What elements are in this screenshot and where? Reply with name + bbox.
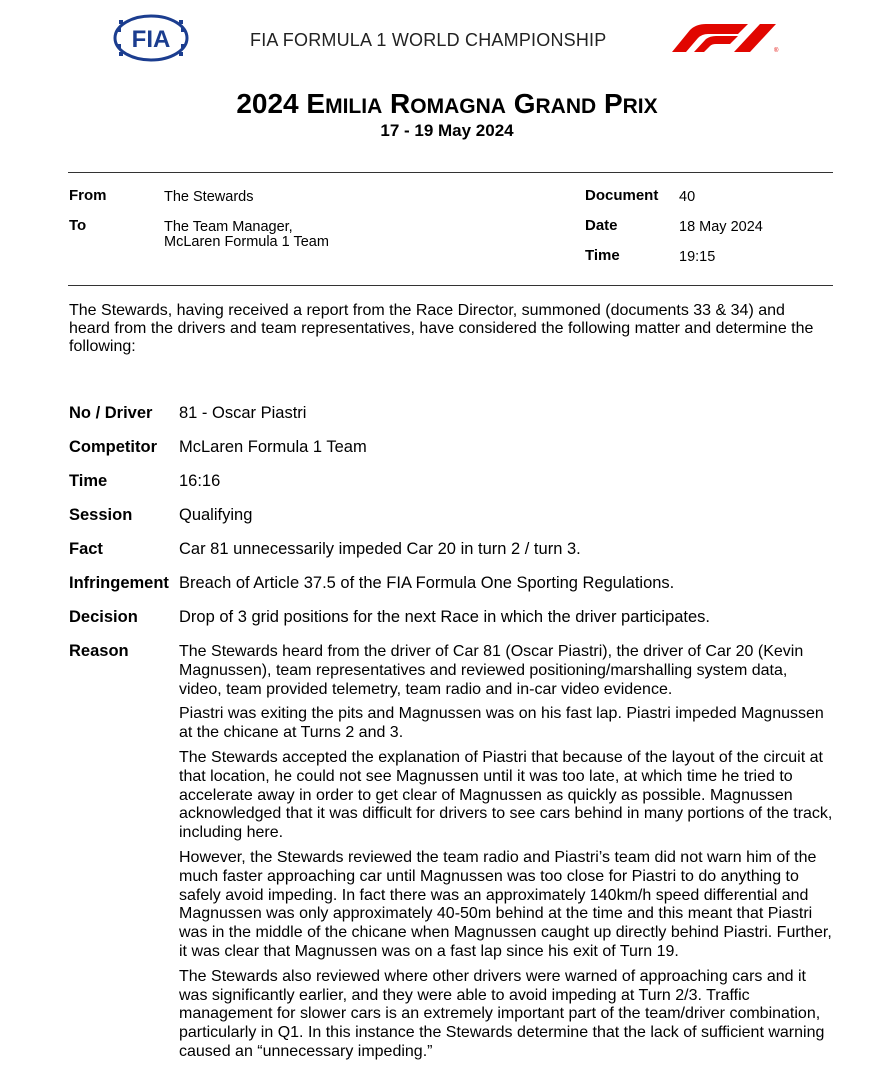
event-word-2: ROMAGNA: [390, 88, 506, 119]
f1-logo-icon: [668, 22, 780, 54]
event-word-1: EMILIA: [306, 88, 383, 119]
reason-paragraph: The Stewards accepted the explanation of Piastri that because of the layout of the circuit at that location, he could not see Magnussen until it was too late, at which time he tried to accelerate away in order to get clear of Magnussen as quickly as possible. Magnussen acknowledged that it was difficult for drivers to see cars behind in many portions of the track, including here.: [179, 748, 833, 842]
field-label: Session: [69, 506, 133, 524]
reason-paragraph: The Stewards also reviewed where other drivers were warned of approaching cars and it was significantly earlier, and they were able to avoid impeding at Turn 2/3. Traffic management for slower cars is an extremely important part of the team/driver combination, particularly in Q1. In this instance the Stewards determine that the lack of sufficient warning caused an “unnecessary impeding.”: [179, 967, 825, 1060]
intro-paragraph: The Stewards, having received a report from the Race Director, summoned (documents 33 & 34) and heard from the drivers and team representatives, have considered the following matter and determine the following:: [69, 302, 814, 355]
from-label: From: [69, 187, 107, 204]
field-label: Reason: [69, 642, 129, 660]
field-label: Time: [69, 472, 108, 490]
fia-logo-icon: [113, 14, 189, 62]
time-label: Time: [585, 247, 620, 264]
field-value: Car 81 unnecessarily impeded Car 20 in turn 2 / turn 3.: [179, 540, 581, 558]
document-label: Document: [585, 187, 659, 204]
event-year: 2024: [236, 88, 299, 119]
event-word-4: PRIX: [603, 88, 658, 119]
date-label: Date: [585, 217, 618, 234]
reason-paragraph: However, the Stewards reviewed the team radio and Piastri’s team did not warn him of the much faster approaching car until Magnussen was too close for Piastri to do anything to safely avoid impeding. In fact there was an approximately 140km/h speed differential and Magnussen was only approximately 40-50m behind at the time and this meant that Piastri was in the middle of the chicane when Magnussen caught up directly behind Piastri. Further, it was clear that Magnussen was on a fast lap since his exit of Turn 19.: [179, 848, 832, 960]
field-value: Drop of 3 grid positions for the next Race in which the driver participates.: [179, 608, 711, 626]
reason-paragraph: Piastri was exiting the pits and Magnussen was on his fast lap. Piastri impeded Magnussen at the chicane at Turns 2 and 3.: [179, 705, 824, 742]
field-label: No / Driver: [69, 404, 153, 422]
time-value: 19:15: [679, 249, 716, 265]
field-value: Breach of Article 37.5 of the FIA Formula One Sporting Regulations.: [179, 574, 675, 592]
document-value: 40: [679, 189, 696, 205]
reason-paragraph: The Stewards heard from the driver of Car 81 (Oscar Piastri), the driver of Car 20 (Kevin Magnussen), team representatives and reviewed positioning/marshalling system data, video, team provided telemetry, team radio and in-car video evidence.: [179, 643, 804, 698]
fia-logo-text: FIA: [131, 26, 171, 53]
field-label: Fact: [69, 540, 103, 558]
championship-title: FIA FORMULA 1 WORLD CHAMPIONSHIP: [250, 30, 607, 50]
field-label: Infringement: [69, 574, 169, 592]
field-value: 81 - Oscar Piastri: [179, 404, 307, 422]
field-value: 16:16: [179, 472, 221, 490]
date-value: 18 May 2024: [679, 219, 763, 235]
svg-text:®: ®: [774, 48, 779, 54]
field-value: Qualifying: [179, 506, 253, 524]
to-label: To: [69, 217, 87, 234]
field-label: Decision: [69, 608, 138, 626]
to-value-line2: McLaren Formula 1 Team: [164, 234, 329, 250]
reason-text: [179, 643, 834, 1068]
event-title: [0, 88, 894, 120]
to-value-line1: The Team Manager,: [164, 219, 293, 235]
field-label: Competitor: [69, 438, 157, 456]
event-dates: 17 - 19 May 2024: [380, 121, 514, 140]
divider-top: [68, 172, 833, 173]
field-value: McLaren Formula 1 Team: [179, 438, 367, 456]
event-word-3: GRAND: [513, 88, 597, 119]
from-value: The Stewards: [164, 189, 254, 205]
divider-bottom: [68, 285, 833, 286]
